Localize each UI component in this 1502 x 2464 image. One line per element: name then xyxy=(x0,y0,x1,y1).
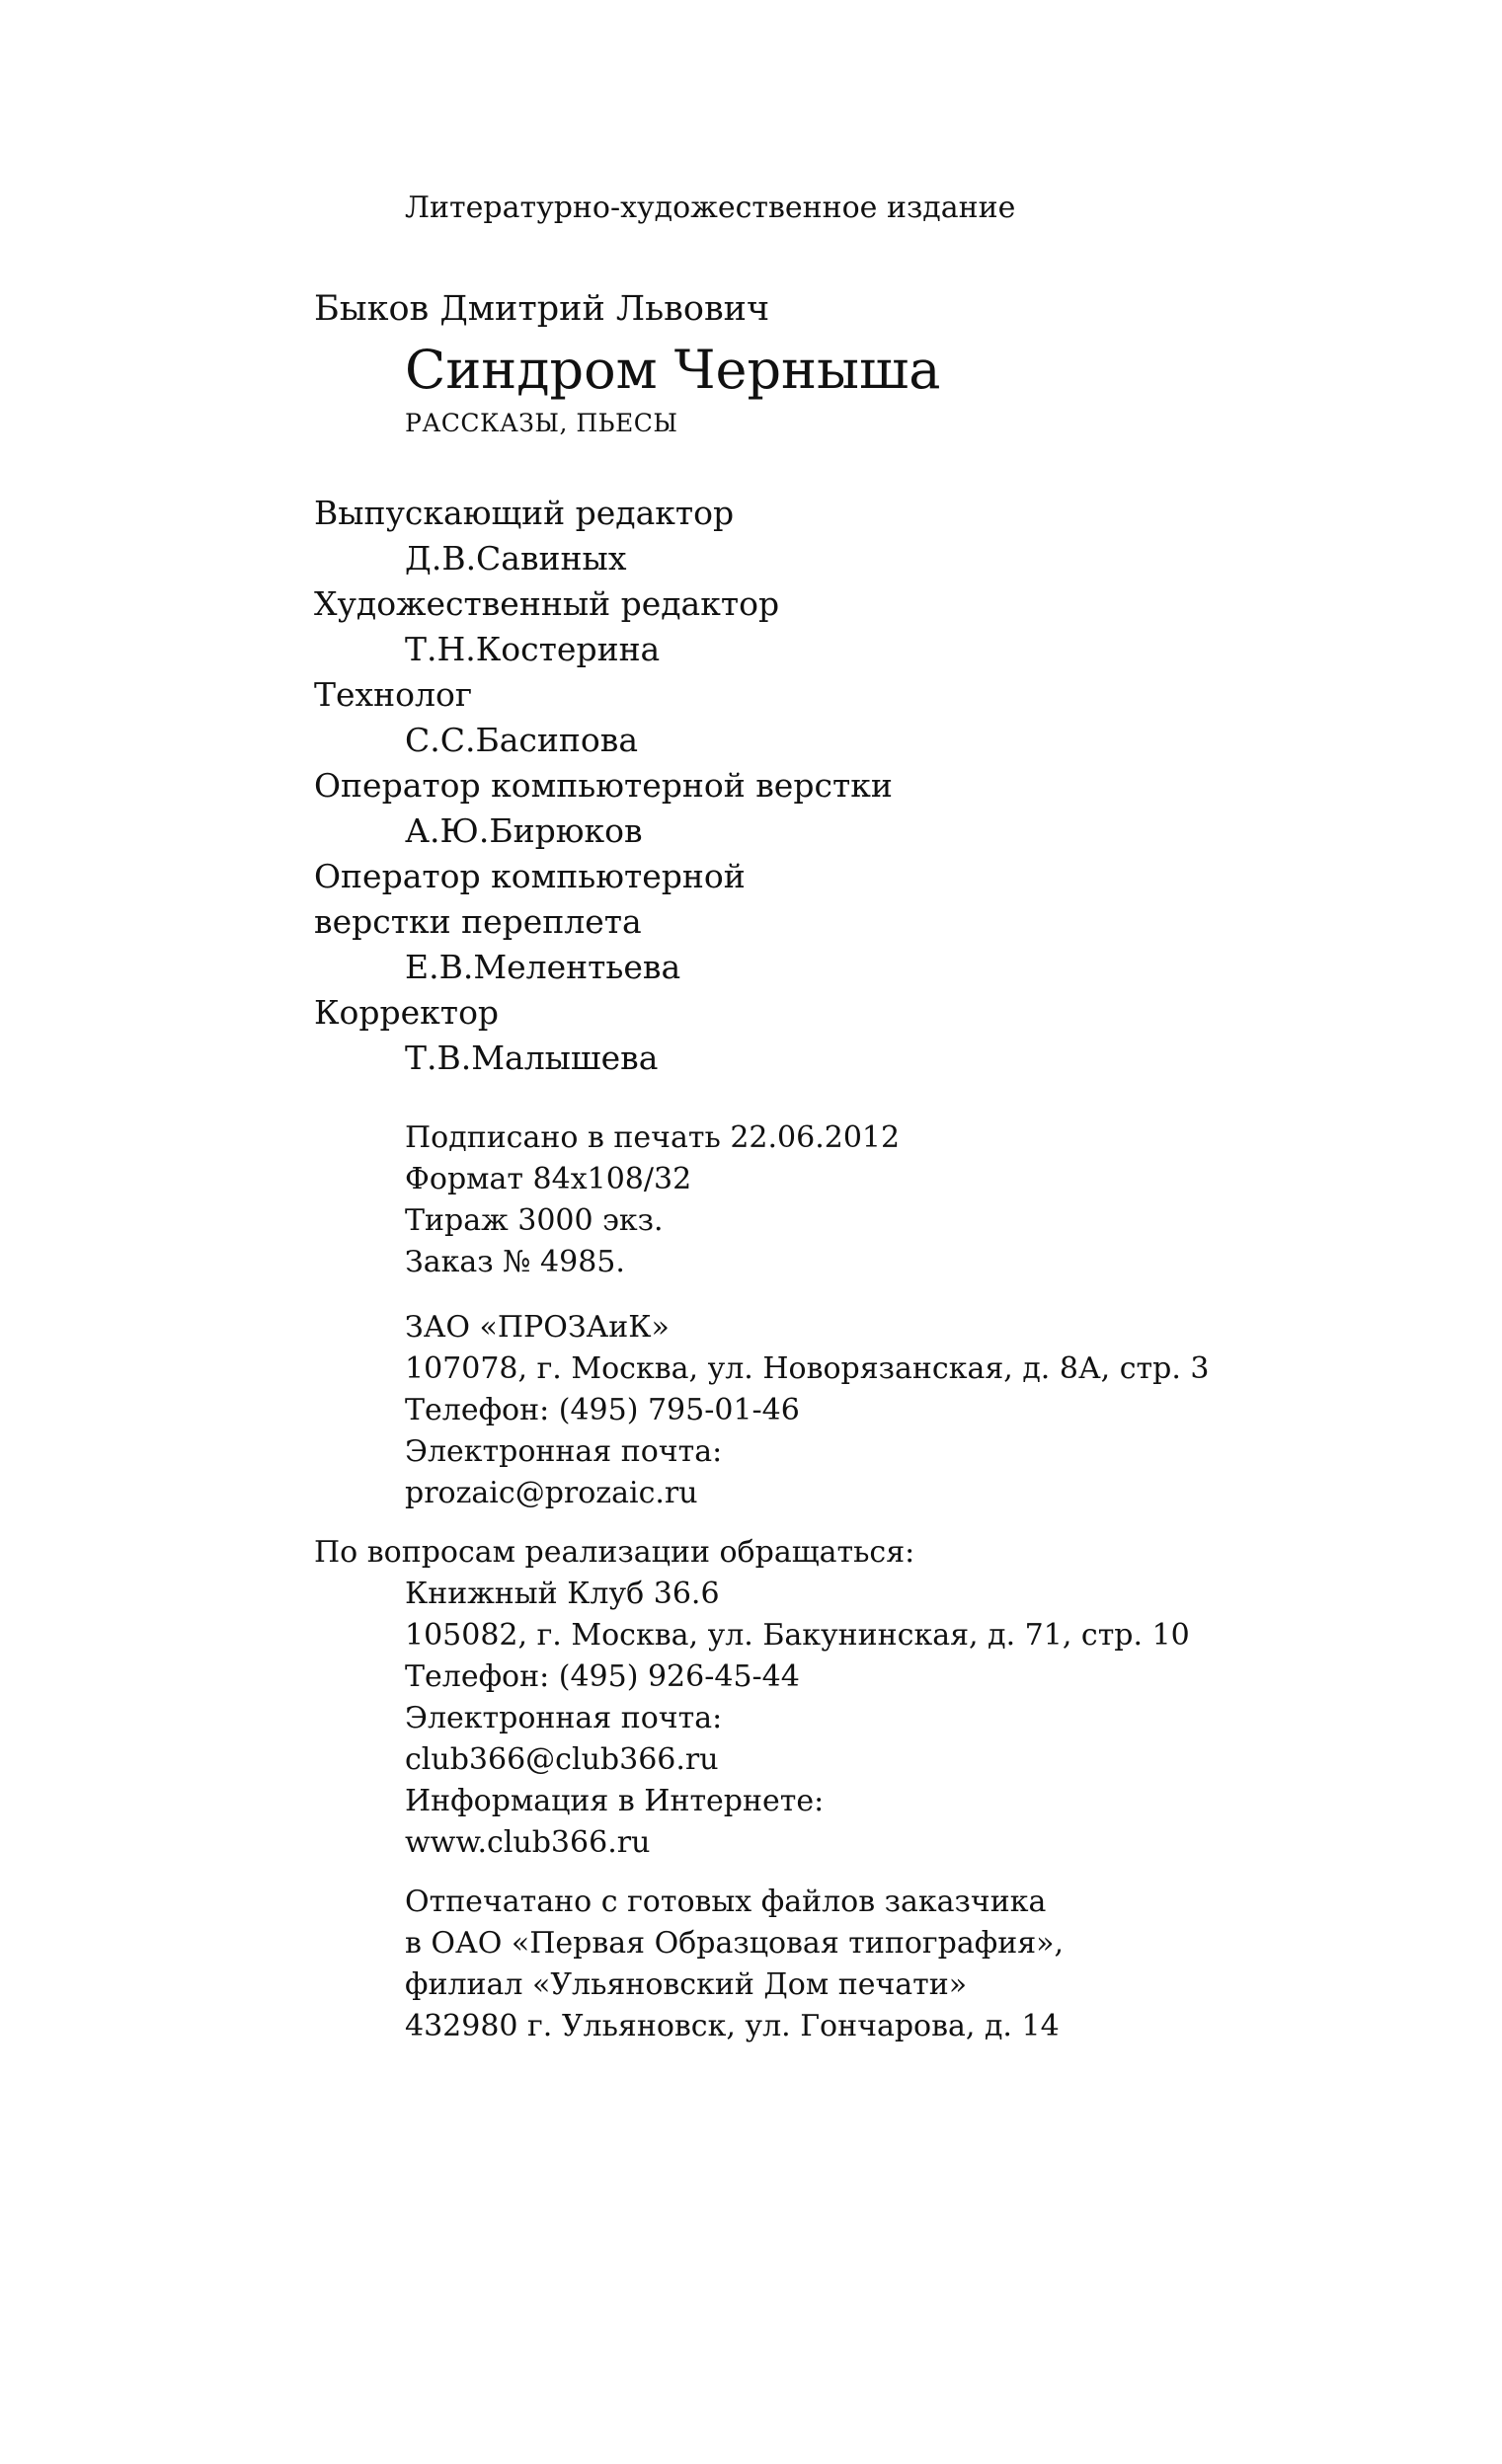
sales-web: www.club366.ru xyxy=(405,1825,651,1860)
sales-address: 105082, г. Москва, ул. Бакунинская, д. 71, стр. 10 xyxy=(405,1618,1190,1653)
signed-date: Подписано в печать 22.06.2012 xyxy=(405,1120,901,1155)
sales-phone: Телефон: (495) 926-45-44 xyxy=(405,1659,800,1694)
sales-heading: По вопросам реализации обращаться: xyxy=(314,1535,915,1570)
credit-role: Художественный редактор xyxy=(314,584,780,623)
credit-role: Выпускающий редактор xyxy=(314,494,735,532)
paper-format: Формат 84x108/32 xyxy=(405,1162,692,1196)
credit-name: С.С.Басипова xyxy=(405,721,638,759)
author-name: Быков Дмитрий Львович xyxy=(314,289,770,329)
credit-name: Т.Н.Костерина xyxy=(405,630,661,668)
book-title: Синдром Черныша xyxy=(405,339,941,401)
printing-line: 432980 г. Ульяновск, ул. Гончарова, д. 14 xyxy=(405,2009,1060,2043)
circulation: Тираж 3000 экз. xyxy=(405,1203,664,1238)
publisher-email-label: Электронная почта: xyxy=(405,1434,723,1469)
sales-email: club366@club366.ru xyxy=(405,1742,719,1777)
sales-email-label: Электронная почта: xyxy=(405,1701,723,1735)
credit-role: Корректор xyxy=(314,993,500,1032)
publisher-address: 107078, г. Москва, ул. Новорязанская, д. 8А, стр. 3 xyxy=(405,1351,1210,1386)
credit-name: А.Ю.Бирюков xyxy=(405,811,643,850)
publisher-phone: Телефон: (495) 795-01-46 xyxy=(405,1393,800,1427)
publisher-email: prozaic@prozaic.ru xyxy=(405,1476,698,1510)
credit-role: верстки переплета xyxy=(314,902,642,941)
order-number: Заказ № 4985. xyxy=(405,1245,625,1279)
sales-name: Книжный Клуб 36.6 xyxy=(405,1577,720,1611)
publisher-name: ЗАО «ПРОЗАиК» xyxy=(405,1310,670,1345)
credit-role: Технолог xyxy=(314,675,473,714)
sales-web-label: Информация в Интернете: xyxy=(405,1784,825,1818)
credit-name: Т.В.Малышева xyxy=(405,1039,659,1077)
credit-name: Д.В.Савиных xyxy=(405,539,627,578)
credit-role: Оператор компьютерной xyxy=(314,857,746,895)
credit-name: Е.В.Мелентьева xyxy=(405,948,681,986)
printing-line: филиал «Ульяновский Дом печати» xyxy=(405,1967,968,2002)
printing-line: Отпечатано с готовых файлов заказчика xyxy=(405,1885,1047,1919)
book-genre: РАССКАЗЫ, ПЬЕСЫ xyxy=(405,409,678,437)
credit-role: Оператор компьютерной верстки xyxy=(314,766,893,805)
edition-type: Литературно-художественное издание xyxy=(405,191,1016,225)
printing-line: в ОАО «Первая Образцовая типография», xyxy=(405,1926,1065,1961)
